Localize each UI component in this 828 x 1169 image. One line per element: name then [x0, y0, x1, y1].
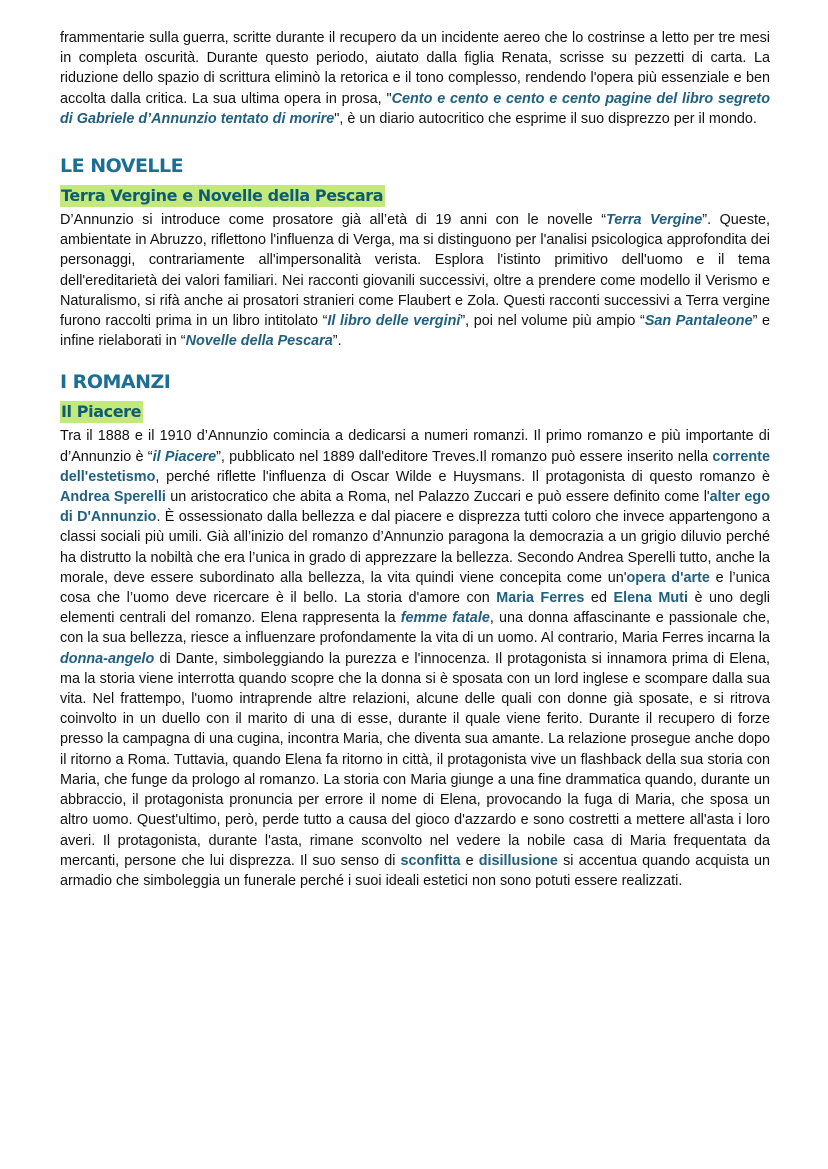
highlight-sconfitta: sconfitta — [400, 852, 461, 869]
section-heading-novelle: LE NOVELLE — [60, 155, 184, 178]
intro-text-1: frammentarie sulla guerra, scritte durante il recupero da un incidente aereo che lo costrinse a letto per tre mesi in completa oscurità. Durante questo periodo, aiutato dalla figlia Renata, scrisse su pezzetti di carta. La riduzione dello spazio di scrittura eliminò la retorica e il tono complesso, rendendo l'opera più essenziale e ben accolta dalla critica. La sua ultima opera in prosa, " — [60, 30, 770, 107]
page-content — [60, 28, 770, 891]
highlight-maria-ferres: Maria Ferres — [496, 590, 585, 607]
highlight-opera-arte: opera d'arte — [626, 569, 710, 586]
intro-text-2: ", è un diario autocritico che esprime il suo disprezzo per il mondo. — [334, 110, 757, 127]
novelle-text-5: ”. — [332, 333, 342, 350]
spacer — [60, 351, 770, 371]
highlight-estetismo: corrente dell'estetismo — [60, 448, 770, 485]
highlight-san-pantaleone: San Pantaleone — [644, 313, 753, 330]
novelle-text-3: ”, poi nel volume più ampio “ — [460, 313, 645, 330]
romanzi-text-9: , una donna affascinante e passionale che, con la sua bellezza, riesce a influenzare profondamente la vita di un uomo. Al contrario, Maria Ferres incarna la — [60, 610, 770, 647]
romanzi-text-5: . È ossessionato dalla bellezza e dal piacere e disprezza tutti coloro che invece appartengono a classi sociali più umili. Già all’inizio del romanzo d’Annunzio paragona la democrazia a un grigio diluvio perché ha distrutto la nobiltà che era l’unica in grado di apprezzare la bellezza. Secondo Andrea Sperelli tutto, anche la morale, deve essere subordinato alla bellezza, la vita quindi viene concepita come un' — [60, 509, 770, 586]
novelle-text-2: ”. Queste, ambientate in Abruzzo, riflettono l'influenza di Verga, ma si distinguono per l'analisi psicologica approfondita dei personaggi, contrariamente all'impersonalità verista. Esplora l'istinto primitivo dell'uomo e il tema dell'ereditarietà dei valori familiari. Nei racconti giovanili successivi, oltre a prendere come modello il Verismo e Naturalismo, si rifà anche ai prosatori stranieri come Flaubert e Zola. Questi racconti successivi a Terra vergine furono raccolti prima in un libro intitolato “ — [60, 212, 771, 330]
spacer — [60, 129, 770, 155]
highlight-andrea-sperelli: Andrea Sperelli — [60, 489, 166, 506]
subheading-il-piacere: Il Piacere — [61, 402, 142, 422]
highlight-novelle-pescara: Novelle della Pescara — [185, 333, 333, 350]
highlight-terra-vergine: Terra Vergine — [606, 212, 703, 229]
intro-paragraph — [60, 28, 770, 129]
novelle-paragraph — [60, 210, 770, 351]
romanzi-text-12: si accentua quando acquista un armadio che simboleggia un funerale perché i suoi ideali estetici non sono potuti essere realizzati. — [60, 852, 771, 889]
spacer — [60, 393, 770, 401]
romanzi-text-6: e l’unica cosa che l’uomo deve ricercare è il bello. La storia d'amore con — [60, 569, 771, 607]
romanzi-text-3: , perché riflette l'influenza di Oscar Wilde e Huysmans. Il protagonista di questo romanzo è — [155, 468, 770, 485]
highlight-alter-ego: alter ego di D'Annunzio — [60, 489, 770, 526]
romanzi-text-7: ed — [584, 590, 614, 607]
romanzi-text-8: è uno degli elementi centrali del romanzo. Elena rappresenta la — [60, 590, 770, 627]
subheading-terra-vergine: Terra Vergine e Novelle della Pescara — [61, 186, 384, 206]
spacer — [60, 177, 770, 185]
intro-highlight-libro-segreto: Cento e cento e cento e cento pagine del libro segreto di Gabriele d’Annunzio tentato di morire — [60, 90, 770, 127]
highlight-elena-muti: Elena Muti — [613, 590, 688, 607]
highlight-libro-vergini: Il libro delle vergini — [327, 313, 461, 330]
romanzi-text-11: e — [460, 852, 479, 869]
romanzi-text-10: di Dante, simboleggiando la purezza e l'innocenza. Il protagonista si innamora prima di Elena, ma la storia viene interrotta quando scopre che la donna si è sposata con un lord inglese e scompare dalla sua vita. Nel frattempo, l'uomo intraprende altre relazioni, alcune delle quali con donne già sposate, e si ritrova coinvolto in un duello con il marito di una di esse, durante il quale viene ferito. Durante il recupero di forze presso la campagna di una cugina, incontra Maria, che diventa sua amante. La relazione prosegue anche dopo il ritorno a Roma. Tuttavia, quando Elena fa ritorno in città, il protagonista vive un flashback della sua storia con Maria, che funge da prologo al romanzo. La storia con Maria giunge a una fine drammatica quando, durante un abbraccio, il protagonista pronuncia per errore il nome di Elena, provocando la fuga di Maria, che sposa un altro uomo. Quest'ultimo, però, perde tutto a causa del gioco d'azzardo e sono costretti a mettere all'asta i loro averi. Il protagonista, durante l'asta, rimane sconvolto nel vedere la nobile casa di Maria frequentata da mercanti, persone che lui disprezza. Il suo senso di — [60, 650, 770, 869]
highlight-disillusione: disillusione — [478, 852, 558, 869]
romanzi-text-1: Tra il 1888 e il 1910 d’Annunzio comincia a dedicarsi a numeri romanzi. Il primo romanzo e più importante di d’Annunzio è “ — [60, 428, 770, 465]
section-heading-romanzi: I ROMANZI — [60, 371, 171, 394]
novelle-text-1: D’Annunzio si introduce come prosatore già all’età di 19 anni con le novelle “ — [60, 212, 607, 229]
highlight-donna-angelo: donna-angelo — [60, 650, 155, 667]
highlight-femme-fatale: femme fatale — [400, 610, 490, 627]
romanzi-text-4: un aristocratico che abita a Roma, nel Palazzo Zuccari e può essere definito come l' — [165, 489, 710, 506]
highlight-il-piacere: il Piacere — [152, 448, 217, 465]
romanzi-text-2: ”, pubblicato nel 1889 dall'editore Treves.Il romanzo può essere inserito nella — [216, 448, 713, 465]
novelle-text-4: ” e infine rielaborati in “ — [60, 313, 770, 350]
romanzi-paragraph — [60, 426, 770, 891]
